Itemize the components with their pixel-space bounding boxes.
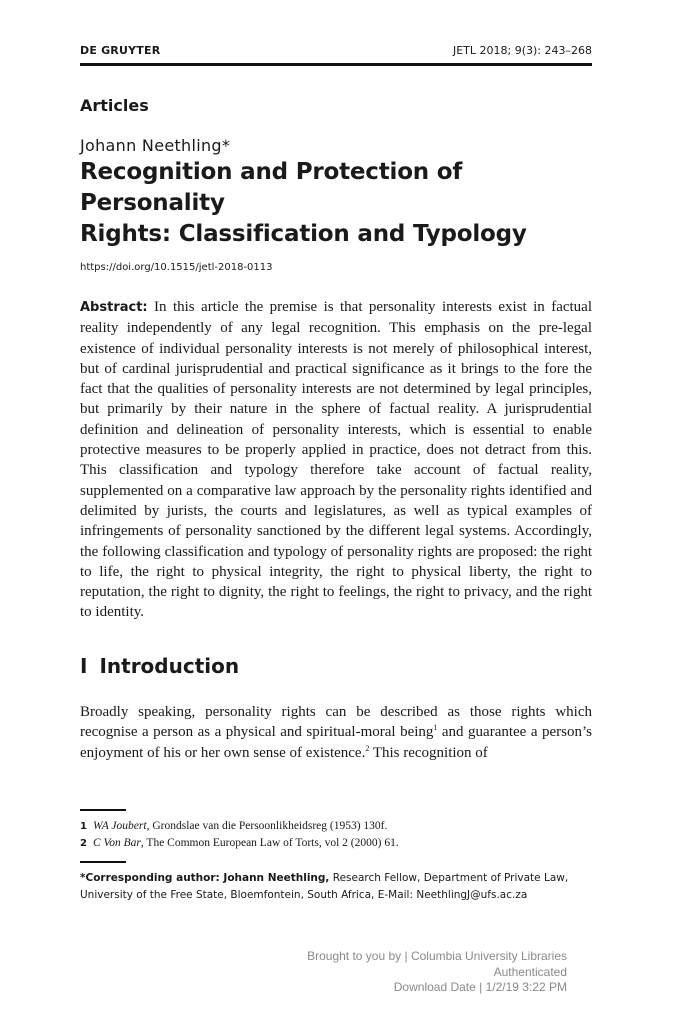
download-line: Download Date | 1/2/19 3:22 PM: [393, 980, 567, 995]
journal-citation: JETL 2018; 9(3): 243–268: [452, 44, 592, 57]
publisher-name: DE GRUYTER: [80, 44, 161, 57]
section-number: I: [80, 654, 88, 678]
footnote-divider: [80, 809, 126, 811]
author-name: Johann Neethling*: [80, 136, 231, 155]
footnotes: [80, 818, 592, 852]
footnote-ref-1[interactable]: 1: [433, 723, 438, 733]
page-header: [80, 44, 592, 60]
intro-text: This recognition of: [369, 744, 488, 761]
corresponding-divider: [80, 861, 126, 863]
footnote: [80, 835, 592, 852]
section-heading-text: Introduction: [99, 654, 240, 678]
footnote-number: 2: [80, 838, 87, 849]
footnote-number: 1: [80, 821, 87, 832]
introduction-paragraph: [80, 702, 592, 763]
intro-text: Broadly speaking, personality rights can be described as those rights which recognise a person as a physical and spiritual-moral being: [80, 704, 592, 741]
section-heading-introduction: [80, 654, 239, 678]
header-divider: [80, 63, 592, 66]
corresponding-label: *Corresponding author: Johann Neethling,: [80, 872, 330, 884]
corresponding-author-note: [80, 870, 600, 904]
corresponding-text: Research Fellow, Department of Private Law, University of the Free State, Bloemfontein, South Africa, E-Mail: NeethlingJ@ufs.ac.za: [80, 872, 569, 901]
footnote-author: WA Joubert: [92, 820, 147, 832]
download-line: Brought to you by | Columbia University Libraries: [307, 949, 567, 963]
title-line: Rights: Classification and Typology: [80, 221, 527, 247]
footnote-text: , The Common European Law of Torts, vol 2 (2000) 61.: [140, 837, 399, 849]
footnote-ref-2[interactable]: 2: [365, 743, 370, 753]
footnote-text: , Grondslae van die Persoonlikheidsreg (1953) 130f.: [146, 820, 388, 832]
download-line: Authenticated: [493, 964, 567, 979]
footnote-author: C Von Bar: [92, 837, 141, 849]
intro-text: and guarantee a person’s enjoyment of his or her own sense of existence.: [80, 724, 592, 761]
download-notice: [307, 949, 567, 996]
footnote: [80, 818, 592, 835]
title-line: Recognition and Protection of Personality: [80, 159, 463, 216]
section-label: Articles: [80, 96, 149, 115]
abstract: [80, 297, 592, 623]
abstract-text: In this article the premise is that personality interests exist in factual reality independently of any legal recognition. This emphasis on the pre-legal existence of individual personality interests is not merely of philosophical interest, but of cardinal jurisprudential and practical significance as it brings to the fore the fact that the qualities of personality interests are not determined by legal principles, but primarily by their nature in the sphere of factual reality. A jurisprudential definition and delineation of personality interests, which is essential to enable protective measures to be properly applied in practice, does not detract from this. This classification and typology therefore take account of factual reality, supplemented on a comparative law approach by the personality rights identified and delimited by jurists, the courts and legislatures, as well as typical examples of infringements of personality sanctioned by the different legal systems. Accordingly, the following classification and typology of personality rights are proposed: the right to life, the right to physical integrity, the right to physical liberty, the right to reputation, the right to dignity, the right to feelings, the right to privacy, and the right to identity.: [80, 299, 592, 621]
doi-link[interactable]: https://doi.org/10.1515/jetl-2018-0113: [80, 262, 273, 273]
article-title: [80, 157, 600, 250]
abstract-label: Abstract:: [80, 300, 148, 315]
